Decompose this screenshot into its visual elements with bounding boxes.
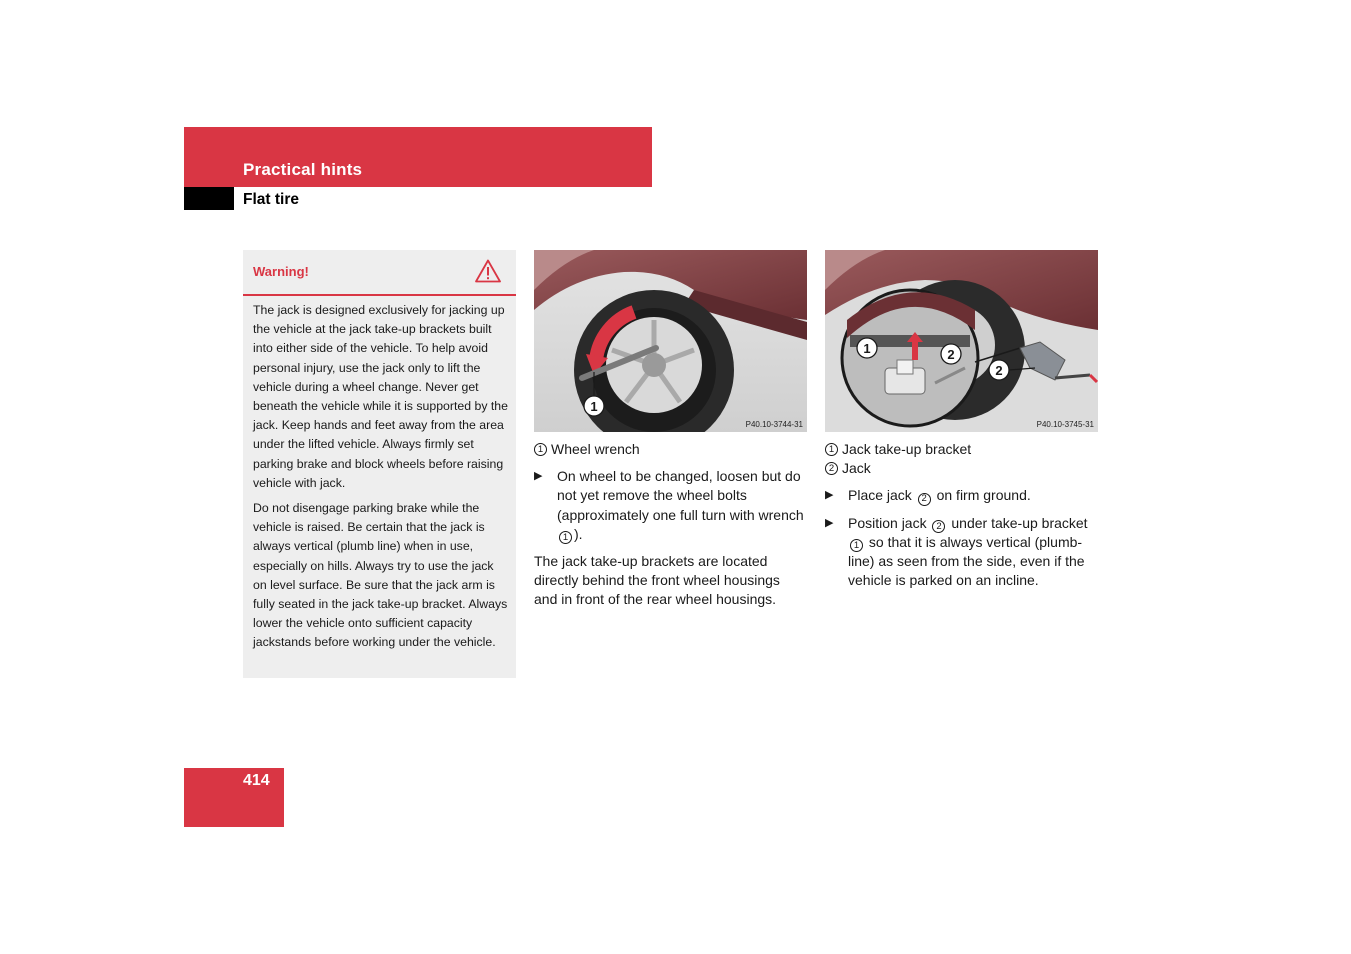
wheel-wrench-drawing (534, 250, 807, 432)
legend-label: Wheel wrench (551, 441, 640, 457)
svg-text:2: 2 (995, 363, 1003, 378)
svg-text:1: 1 (590, 399, 598, 414)
legend-item (534, 440, 807, 459)
triangle-right-icon: ▶ (825, 489, 834, 502)
triangle-right-icon: ▶ (825, 516, 834, 529)
warning-paragraph: The jack is designed exclusively for jacking up the vehicle at the jack take-up brackets built into either side of the vehicle. To help avoid personal injury, use the jack only to lift the vehicle during a wheel change. Never get beneath the vehicle while it is supported by the jack. Keep hands and feet away from the area under the lifted vehicle. Always firmly set parking brake and block wheels before raising vehicle with jack. (253, 303, 508, 490)
instruction-step (825, 514, 1098, 591)
warning-triangle-icon (475, 259, 501, 283)
triangle-right-icon: ▶ (534, 470, 543, 483)
warning-box (243, 250, 516, 678)
callout-number: 1 (850, 539, 863, 552)
svg-text:1: 1 (863, 341, 871, 356)
step-text: ). (574, 525, 583, 542)
subsection-title: Flat tire (243, 191, 299, 208)
callout-number: 2 (932, 520, 945, 533)
callout-number: 1 (825, 443, 838, 456)
step-text: On wheel to be changed, loosen but do not yet remove the wheel bolts (approximately one full turn with wrench (557, 468, 804, 523)
wheel-wrench-text (534, 440, 807, 610)
callout-number: 1 (559, 531, 572, 544)
section-title: Practical hints (243, 160, 363, 179)
section-marker (184, 187, 234, 210)
svg-text:2: 2 (947, 347, 955, 362)
warning-paragraph: Do not disengage parking brake while the vehicle is raised. Be certain that the jack is always vertical (plumb line) when in use, especially on hills. Always try to use the jack on level surface. Be sure that the jack arm is fully seated in the jack take-up bracket. Always lower the vehicle onto sufficient capacity jackstands before working under the vehicle. (253, 501, 508, 650)
jack-text (825, 440, 1098, 591)
step-text: Place jack (848, 487, 916, 504)
jack-bracket-note: The jack take-up brackets are located directly behind the front wheel housings and in front of the rear wheel housings. (534, 553, 780, 608)
warning-title: Warning! (253, 264, 309, 279)
instruction-step (534, 467, 807, 544)
figure-code: P40.10-3745-31 (1036, 420, 1094, 429)
wheel-wrench-illustration (534, 250, 807, 432)
legend-item (825, 440, 1098, 459)
callout-number: 1 (534, 443, 547, 456)
step-text: on firm ground. (932, 487, 1031, 504)
legend-label: Jack take-up bracket (842, 441, 972, 457)
jack-drawing (825, 250, 1098, 432)
step-text: so that it is always vertical (plumb-line) as seen from the side, even if the vehicle is parked on an incline. (848, 533, 1085, 589)
page-number: 414 (243, 772, 270, 789)
figure-code: P40.10-3744-31 (745, 420, 803, 429)
callout-number: 2 (918, 493, 931, 506)
warning-header (243, 250, 516, 296)
callout-number: 2 (825, 462, 838, 475)
step-text: under take-up bracket (947, 514, 1088, 531)
step-text: Position jack (848, 514, 931, 531)
instruction-step (825, 486, 1098, 505)
legend-item (825, 459, 1098, 478)
legend-label: Jack (842, 460, 871, 477)
warning-body (243, 296, 516, 653)
jack-illustration (825, 250, 1098, 432)
